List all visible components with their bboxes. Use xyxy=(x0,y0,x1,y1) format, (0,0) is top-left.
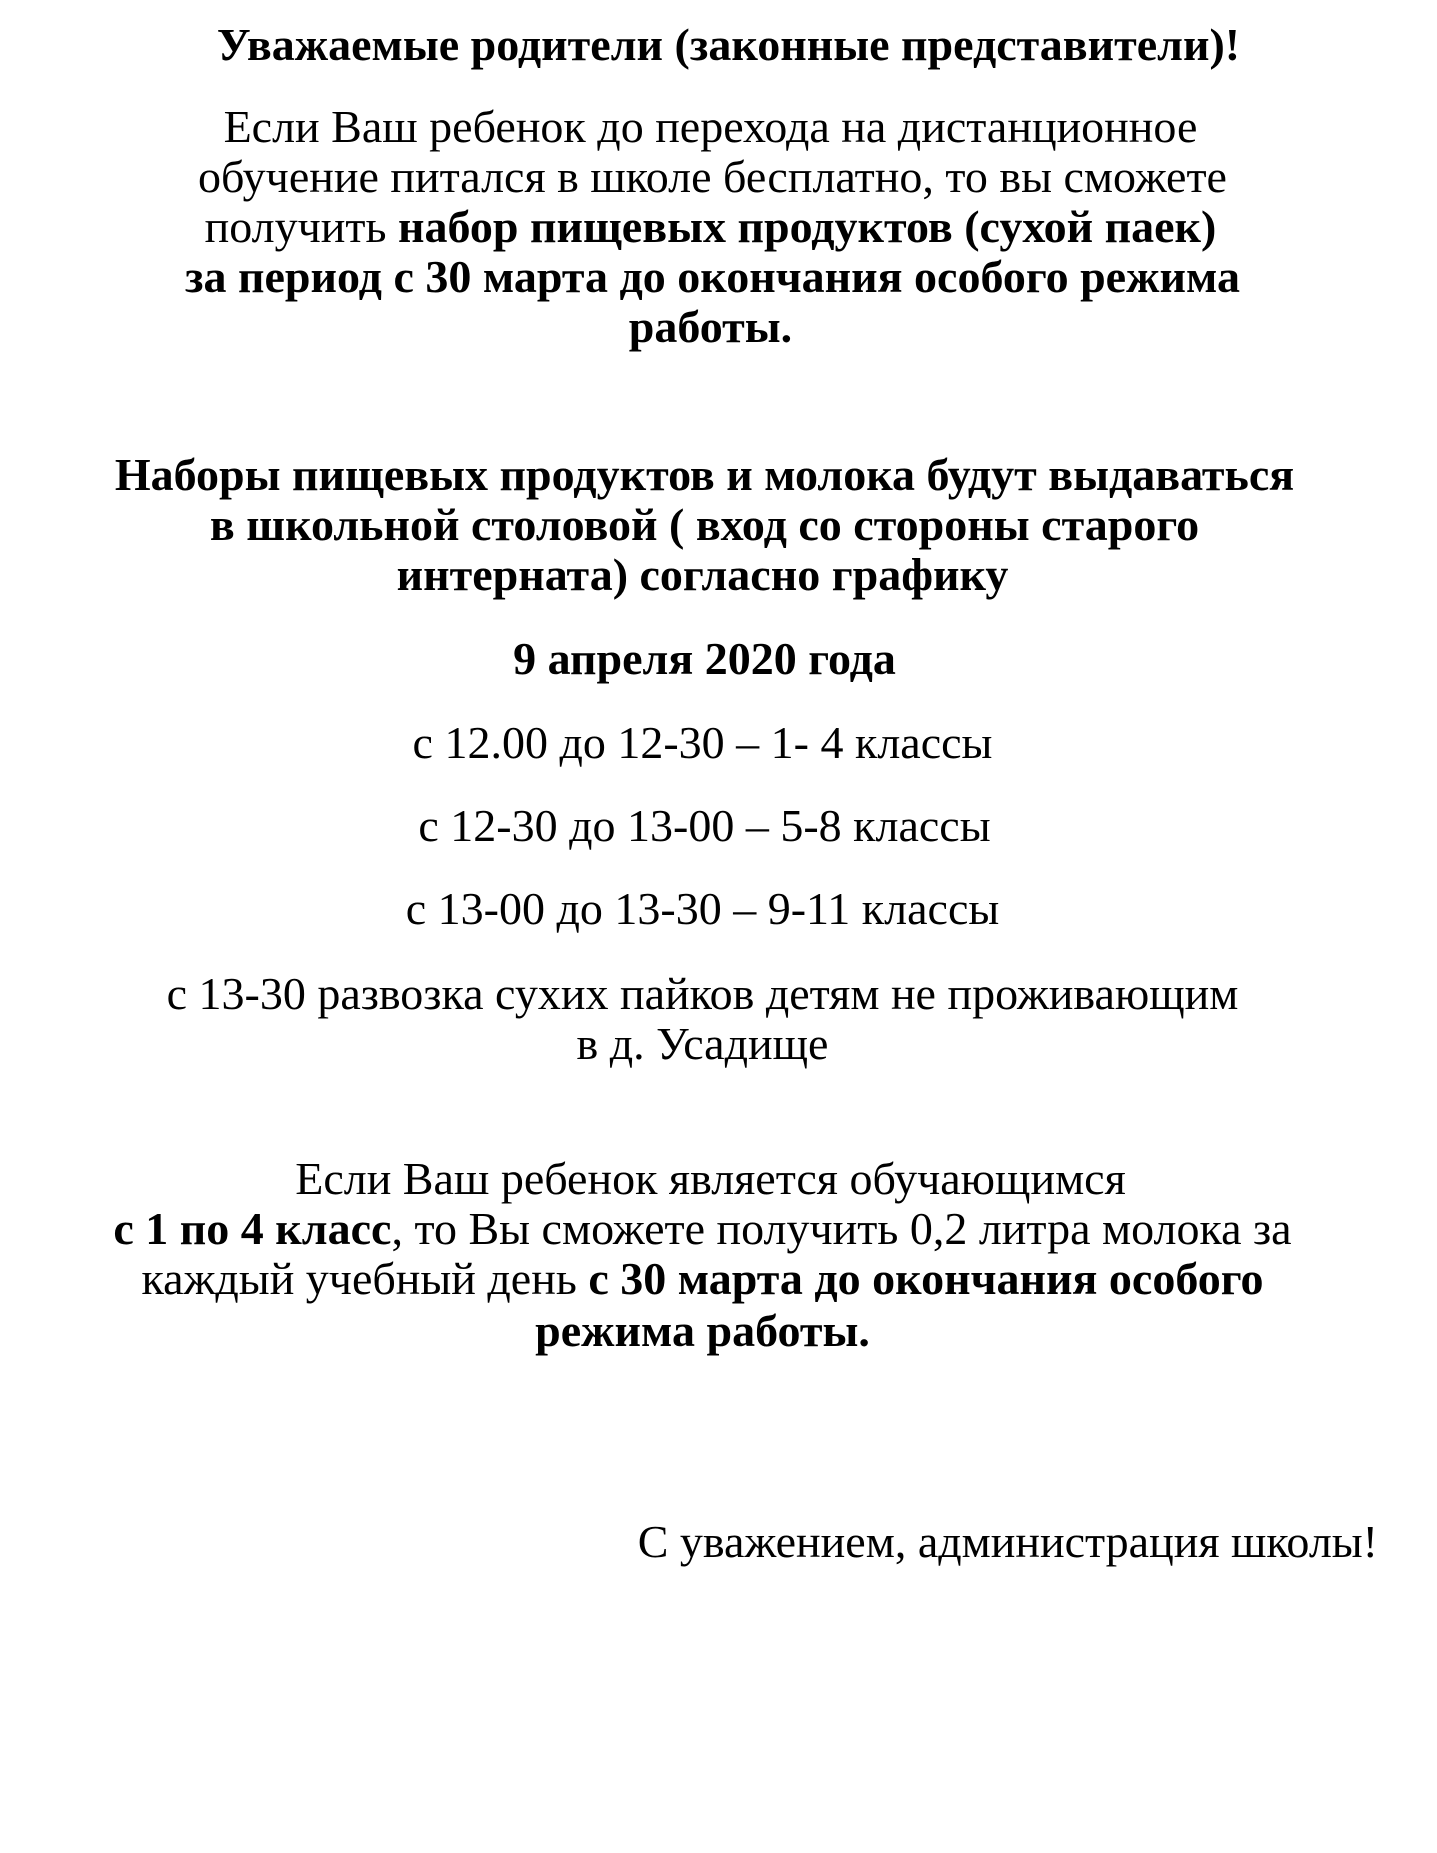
milk-line-2-bold: с 1 по 4 класс xyxy=(113,1203,392,1254)
schedule-date: 9 апреля 2020 года xyxy=(513,633,896,684)
milk-line-1: Если Ваш ребенок является обучающимся xyxy=(295,1153,1126,1204)
milk-line-3-bold: с 30 марта до окончания особого xyxy=(588,1253,1264,1304)
intro-line-2: обучение питался в школе бесплатно, то вы сможете xyxy=(198,151,1227,202)
milk-line-3-plain: каждый учебный день xyxy=(141,1253,589,1304)
schedule-slot-2: с 12-30 до 13-00 – 5-8 классы xyxy=(418,800,991,851)
heading-text: Уважаемые родители (законные представители)! xyxy=(216,19,1241,70)
milk-line-4: режима работы. xyxy=(535,1305,870,1356)
milk-line-3 xyxy=(0,1250,1421,1308)
distribution-line-1: Наборы пищевых продуктов и молока будут выдаваться xyxy=(114,449,1295,500)
notice-heading xyxy=(10,16,1437,74)
milk-line-2-plain: , то Вы сможете получить 0,2 литра молока за xyxy=(391,1203,1292,1254)
intro-line-1: Если Ваш ребенок до перехода на дистанционное xyxy=(223,101,1198,152)
distribution-line-2: в школьной столовой ( вход со стороны старого xyxy=(209,499,1200,550)
signature: С уважением, администрация школы! xyxy=(637,1516,1378,1567)
schedule-slot-3: с 13-00 до 13-30 – 9-11 классы xyxy=(405,883,1000,934)
intro-line-3-bold: набор пищевых продуктов (сухой паек) xyxy=(397,201,1217,252)
schedule-slot-1: с 12.00 до 12-30 – 1- 4 классы xyxy=(412,717,993,768)
intro-line-4: за период с 30 марта до окончания особого режима xyxy=(185,251,1240,302)
intro-line-3-plain: получить xyxy=(204,201,398,252)
intro-line-5: работы. xyxy=(628,301,793,352)
delivery-line-1: с 13-30 развозка сухих пайков детям не проживающим xyxy=(166,968,1239,1019)
distribution-line-3: интерната) согласно графику xyxy=(396,549,1009,600)
delivery-line-2: в д. Усадище xyxy=(576,1018,829,1069)
